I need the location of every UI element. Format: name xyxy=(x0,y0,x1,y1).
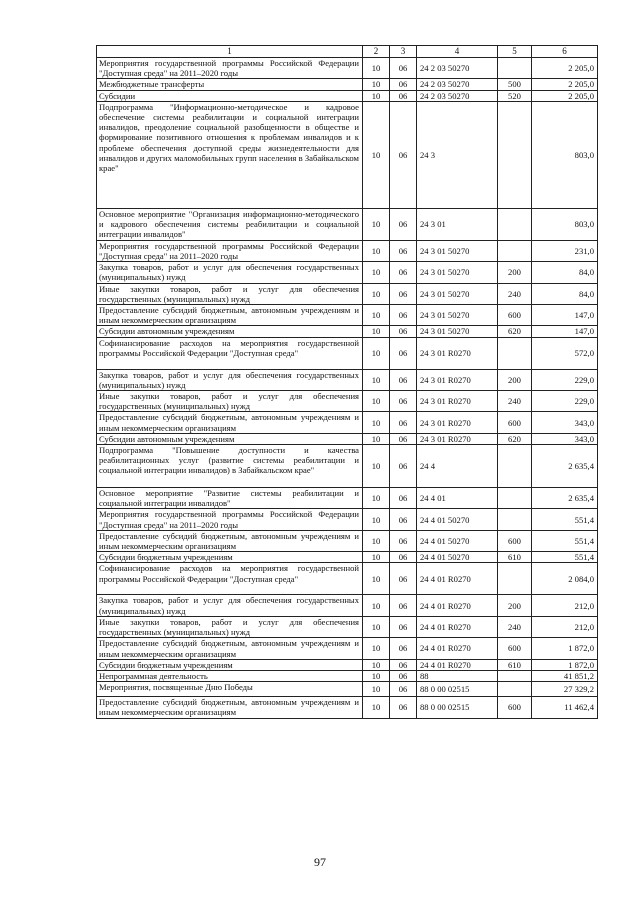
row-amount: 551,4 xyxy=(532,552,598,563)
row-expense-type: 200 xyxy=(498,262,532,283)
row-target-article: 88 0 00 02515 xyxy=(417,697,498,718)
table-row xyxy=(97,305,598,326)
row-amount: 2 635,4 xyxy=(532,445,598,488)
table-row xyxy=(97,697,598,718)
table-row xyxy=(97,488,598,509)
row-name: Иные закупки товаров, работ и услуг для обеспечения государственных (муниципальных) нужд xyxy=(97,391,363,412)
row-expense-type xyxy=(498,101,532,208)
row-amount: 1 872,0 xyxy=(532,659,598,670)
table-row xyxy=(97,530,598,551)
row-target-article: 24 4 xyxy=(417,445,498,488)
row-amount: 803,0 xyxy=(532,101,598,208)
row-amount: 343,0 xyxy=(532,412,598,433)
row-subsection: 06 xyxy=(390,369,417,390)
row-amount: 2 205,0 xyxy=(532,90,598,101)
row-section: 10 xyxy=(363,391,390,412)
row-target-article: 88 0 00 02515 xyxy=(417,682,498,697)
row-target-article: 24 3 01 R0270 xyxy=(417,369,498,390)
row-section: 10 xyxy=(363,616,390,637)
row-section: 10 xyxy=(363,530,390,551)
row-amount: 2 084,0 xyxy=(532,563,598,595)
row-name: Предоставление субсидий бюджетным, автономным учреждениям и иным некоммерческим организациям xyxy=(97,697,363,718)
row-name: Субсидии автономным учреждениям xyxy=(97,433,363,444)
row-expense-type: 600 xyxy=(498,412,532,433)
row-name: Субсидии xyxy=(97,90,363,101)
table-row xyxy=(97,659,598,670)
row-subsection: 06 xyxy=(390,337,417,369)
row-name: Субсидии автономным учреждениям xyxy=(97,326,363,337)
row-amount: 212,0 xyxy=(532,595,598,616)
row-section: 10 xyxy=(363,326,390,337)
row-expense-type xyxy=(498,337,532,369)
table-row xyxy=(97,563,598,595)
row-subsection: 06 xyxy=(390,208,417,240)
row-amount: 11 462,4 xyxy=(532,697,598,718)
row-amount: 212,0 xyxy=(532,616,598,637)
table-row xyxy=(97,90,598,101)
row-target-article: 88 xyxy=(417,670,498,681)
row-subsection: 06 xyxy=(390,659,417,670)
row-expense-type: 520 xyxy=(498,90,532,101)
row-subsection: 06 xyxy=(390,101,417,208)
row-subsection: 06 xyxy=(390,638,417,659)
row-subsection: 06 xyxy=(390,595,417,616)
row-expense-type xyxy=(498,509,532,530)
row-name: Непрограммная деятельность xyxy=(97,670,363,681)
row-name: Закупка товаров, работ и услуг для обеспечения государственных (муниципальных) нужд xyxy=(97,595,363,616)
table-row xyxy=(97,58,598,79)
row-subsection: 06 xyxy=(390,305,417,326)
row-target-article: 24 3 01 50270 xyxy=(417,262,498,283)
row-amount: 551,4 xyxy=(532,530,598,551)
row-section: 10 xyxy=(363,563,390,595)
row-amount: 551,4 xyxy=(532,509,598,530)
row-section: 10 xyxy=(363,283,390,304)
table-row xyxy=(97,337,598,369)
row-subsection: 06 xyxy=(390,445,417,488)
row-subsection: 06 xyxy=(390,79,417,90)
row-subsection: 06 xyxy=(390,58,417,79)
row-section: 10 xyxy=(363,58,390,79)
row-target-article: 24 4 01 R0270 xyxy=(417,659,498,670)
row-subsection: 06 xyxy=(390,283,417,304)
row-amount: 2 205,0 xyxy=(532,79,598,90)
row-section: 10 xyxy=(363,697,390,718)
row-target-article: 24 4 01 50270 xyxy=(417,552,498,563)
row-section: 10 xyxy=(363,659,390,670)
row-amount: 147,0 xyxy=(532,305,598,326)
column-header: 4 xyxy=(417,46,498,58)
row-amount: 147,0 xyxy=(532,326,598,337)
row-expense-type xyxy=(498,488,532,509)
row-section: 10 xyxy=(363,445,390,488)
table-row xyxy=(97,79,598,90)
row-amount: 2 635,4 xyxy=(532,488,598,509)
row-section: 10 xyxy=(363,90,390,101)
row-expense-type: 620 xyxy=(498,326,532,337)
row-expense-type: 200 xyxy=(498,369,532,390)
row-target-article: 24 4 01 R0270 xyxy=(417,563,498,595)
row-name: Предоставление субсидий бюджетным, автономным учреждениям и иным некоммерческим организациям xyxy=(97,530,363,551)
row-section: 10 xyxy=(363,412,390,433)
row-target-article: 24 3 xyxy=(417,101,498,208)
row-target-article: 24 4 01 50270 xyxy=(417,509,498,530)
row-name: Предоставление субсидий бюджетным, автономным учреждениям и иным некоммерческим организациям xyxy=(97,638,363,659)
row-subsection: 06 xyxy=(390,682,417,697)
row-expense-type xyxy=(498,670,532,681)
row-name: Софинансирование расходов на мероприятия государственной программы Российской Федерации "Доступная среда" xyxy=(97,563,363,595)
table-row xyxy=(97,208,598,240)
row-subsection: 06 xyxy=(390,488,417,509)
row-target-article: 24 3 01 50270 xyxy=(417,240,498,261)
row-target-article: 24 3 01 R0270 xyxy=(417,433,498,444)
column-header: 2 xyxy=(363,46,390,58)
row-subsection: 06 xyxy=(390,326,417,337)
row-subsection: 06 xyxy=(390,697,417,718)
row-section: 10 xyxy=(363,208,390,240)
row-name: Предоставление субсидий бюджетным, автономным учреждениям и иным некоммерческим организациям xyxy=(97,305,363,326)
row-target-article: 24 2 03 50270 xyxy=(417,90,498,101)
table-row xyxy=(97,240,598,261)
row-section: 10 xyxy=(363,670,390,681)
row-amount: 803,0 xyxy=(532,208,598,240)
row-name: Субсидии бюджетным учреждениям xyxy=(97,659,363,670)
row-name: Софинансирование расходов на мероприятия государственной программы Российской Федерации "Доступная среда" xyxy=(97,337,363,369)
row-expense-type: 240 xyxy=(498,391,532,412)
row-amount: 2 205,0 xyxy=(532,58,598,79)
row-expense-type xyxy=(498,240,532,261)
row-name: Субсидии бюджетным учреждениям xyxy=(97,552,363,563)
column-header: 6 xyxy=(532,46,598,58)
table-row xyxy=(97,433,598,444)
row-target-article: 24 3 01 50270 xyxy=(417,305,498,326)
row-expense-type: 610 xyxy=(498,659,532,670)
table-row xyxy=(97,445,598,488)
row-name: Основное мероприятие "Развитие системы реабилитации и социальной интеграции инвалидов" xyxy=(97,488,363,509)
row-section: 10 xyxy=(363,552,390,563)
row-name: Основное мероприятие "Организация информационно-методического и кадрового обеспечения системы реабилитации и социальной интеграции инвалидов" xyxy=(97,208,363,240)
row-target-article: 24 3 01 R0270 xyxy=(417,391,498,412)
row-target-article: 24 4 01 R0270 xyxy=(417,616,498,637)
row-section: 10 xyxy=(363,240,390,261)
column-header: 3 xyxy=(390,46,417,58)
table-row xyxy=(97,616,598,637)
table-row xyxy=(97,283,598,304)
row-subsection: 06 xyxy=(390,90,417,101)
row-expense-type: 600 xyxy=(498,305,532,326)
row-section: 10 xyxy=(363,79,390,90)
table-row xyxy=(97,101,598,208)
row-name: Мероприятия государственной программы Российской Федерации "Доступная среда" на 2011–2020 годы xyxy=(97,58,363,79)
row-expense-type: 620 xyxy=(498,433,532,444)
row-amount: 84,0 xyxy=(532,283,598,304)
row-expense-type xyxy=(498,58,532,79)
row-name: Закупка товаров, работ и услуг для обеспечения государственных (муниципальных) нужд xyxy=(97,369,363,390)
row-subsection: 06 xyxy=(390,391,417,412)
row-subsection: 06 xyxy=(390,412,417,433)
row-target-article: 24 2 03 50270 xyxy=(417,58,498,79)
row-amount: 229,0 xyxy=(532,369,598,390)
row-subsection: 06 xyxy=(390,552,417,563)
row-expense-type: 200 xyxy=(498,595,532,616)
row-section: 10 xyxy=(363,488,390,509)
row-expense-type xyxy=(498,563,532,595)
budget-table xyxy=(96,45,598,719)
row-expense-type xyxy=(498,445,532,488)
row-subsection: 06 xyxy=(390,530,417,551)
row-expense-type xyxy=(498,682,532,697)
table-row xyxy=(97,412,598,433)
row-expense-type: 240 xyxy=(498,283,532,304)
row-amount: 41 851,2 xyxy=(532,670,598,681)
row-subsection: 06 xyxy=(390,509,417,530)
row-subsection: 06 xyxy=(390,262,417,283)
row-expense-type: 600 xyxy=(498,530,532,551)
row-name: Подпрограмма "Информационно-методическое и кадровое обеспечение системы реабилитации и социальной интеграции инвалидов, преодоление социальной разобщенности в обществе и формирование позитивного отношения к проблемам инвалидов и к проблеме обеспечения доступной среды жизнедеятельности для инвалидов и других маломобильных групп населения в Забайкальском крае" xyxy=(97,101,363,208)
row-amount: 1 872,0 xyxy=(532,638,598,659)
row-name: Иные закупки товаров, работ и услуг для обеспечения государственных (муниципальных) нужд xyxy=(97,616,363,637)
row-target-article: 24 3 01 50270 xyxy=(417,283,498,304)
row-section: 10 xyxy=(363,433,390,444)
row-name: Иные закупки товаров, работ и услуг для обеспечения государственных (муниципальных) нужд xyxy=(97,283,363,304)
row-expense-type xyxy=(498,208,532,240)
row-name: Мероприятия государственной программы Российской Федерации "Доступная среда" на 2011–2020 годы xyxy=(97,509,363,530)
column-header: 5 xyxy=(498,46,532,58)
row-expense-type: 240 xyxy=(498,616,532,637)
row-name: Мероприятия, посвященные Дню Победы xyxy=(97,682,363,697)
row-section: 10 xyxy=(363,262,390,283)
row-amount: 231,0 xyxy=(532,240,598,261)
row-expense-type: 610 xyxy=(498,552,532,563)
table-row xyxy=(97,670,598,681)
row-name: Межбюджетные трансферты xyxy=(97,79,363,90)
column-header: 1 xyxy=(97,46,363,58)
row-target-article: 24 3 01 50270 xyxy=(417,326,498,337)
row-amount: 343,0 xyxy=(532,433,598,444)
row-section: 10 xyxy=(363,638,390,659)
table-row xyxy=(97,369,598,390)
table-row xyxy=(97,391,598,412)
row-section: 10 xyxy=(363,101,390,208)
row-subsection: 06 xyxy=(390,616,417,637)
table-row xyxy=(97,326,598,337)
row-amount: 572,0 xyxy=(532,337,598,369)
row-section: 10 xyxy=(363,305,390,326)
row-name: Предоставление субсидий бюджетным, автономным учреждениям и иным некоммерческим организациям xyxy=(97,412,363,433)
row-amount: 229,0 xyxy=(532,391,598,412)
row-target-article: 24 3 01 R0270 xyxy=(417,412,498,433)
row-expense-type: 500 xyxy=(498,79,532,90)
row-target-article: 24 4 01 50270 xyxy=(417,530,498,551)
row-section: 10 xyxy=(363,369,390,390)
table-row xyxy=(97,262,598,283)
row-name: Подпрограмма "Повышение доступности и качества реабилитационных услуг (развитие системы реабилитации и социальной интеграции инвалидов) в Забайкальском крае" xyxy=(97,445,363,488)
column-number-row xyxy=(97,46,598,58)
row-amount: 27 329,2 xyxy=(532,682,598,697)
table-row xyxy=(97,595,598,616)
row-name: Закупка товаров, работ и услуг для обеспечения государственных (муниципальных) нужд xyxy=(97,262,363,283)
row-target-article: 24 4 01 R0270 xyxy=(417,638,498,659)
table-row xyxy=(97,509,598,530)
row-subsection: 06 xyxy=(390,433,417,444)
row-name: Мероприятия государственной программы Российской Федерации "Доступная среда" на 2011–2020 годы xyxy=(97,240,363,261)
row-target-article: 24 2 03 50270 xyxy=(417,79,498,90)
page-number: 97 xyxy=(314,855,326,869)
row-section: 10 xyxy=(363,337,390,369)
row-section: 10 xyxy=(363,509,390,530)
row-amount: 84,0 xyxy=(532,262,598,283)
table-row xyxy=(97,682,598,697)
row-section: 10 xyxy=(363,682,390,697)
table-row xyxy=(97,638,598,659)
table-row xyxy=(97,552,598,563)
row-subsection: 06 xyxy=(390,240,417,261)
row-subsection: 06 xyxy=(390,563,417,595)
row-target-article: 24 3 01 xyxy=(417,208,498,240)
row-expense-type: 600 xyxy=(498,697,532,718)
row-target-article: 24 4 01 R0270 xyxy=(417,595,498,616)
row-section: 10 xyxy=(363,595,390,616)
row-target-article: 24 3 01 R0270 xyxy=(417,337,498,369)
row-subsection: 06 xyxy=(390,670,417,681)
budget-table-container xyxy=(96,45,597,719)
row-target-article: 24 4 01 xyxy=(417,488,498,509)
row-expense-type: 600 xyxy=(498,638,532,659)
